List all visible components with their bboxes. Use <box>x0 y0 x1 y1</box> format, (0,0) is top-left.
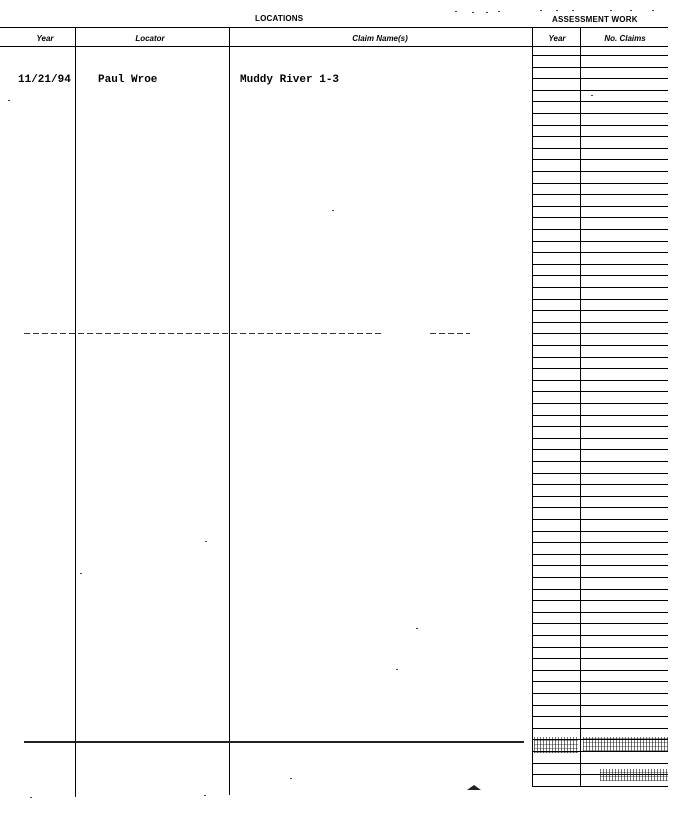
assessment-row-rule <box>532 183 668 184</box>
assessment-work-section-title: ASSESSMENT WORK <box>552 15 638 24</box>
assessment-row-rule <box>532 623 668 624</box>
scan-speck <box>455 11 457 12</box>
assessment-row-rule <box>532 333 668 334</box>
scan-speck <box>290 778 292 779</box>
assessment-row-rule <box>532 438 668 439</box>
scan-speck <box>416 628 418 629</box>
scan-speck <box>205 541 207 542</box>
scan-speck <box>396 669 398 670</box>
column-divider-year-locator <box>75 27 76 797</box>
assessment-row-rule <box>532 159 668 160</box>
assessment-row-rule <box>532 322 668 323</box>
assessment-row-rule <box>532 705 668 706</box>
table-top-rule <box>0 27 668 28</box>
scan-speck <box>630 10 632 11</box>
header-bottom-rule <box>0 46 668 47</box>
column-divider-claims-assessment <box>532 27 533 787</box>
assessment-row-rule <box>532 415 668 416</box>
assessment-row-rule <box>532 171 668 172</box>
assessment-row-rule <box>532 101 668 102</box>
assessment-row-rule <box>532 600 668 601</box>
assessment-row-rule <box>532 786 668 787</box>
assessment-row-rule <box>532 612 668 613</box>
scan-speck <box>591 95 593 96</box>
entry-date: 11/21/94 <box>18 74 71 86</box>
assessment-row-rule <box>532 217 668 218</box>
scan-speck <box>572 10 574 11</box>
assessment-row-rule <box>532 136 668 137</box>
lower-rule <box>24 741 524 743</box>
scan-speck <box>652 10 654 11</box>
column-header-claim-names: Claim Name(s) <box>352 34 408 43</box>
scan-speck <box>486 12 488 13</box>
scan-speck <box>332 210 334 211</box>
assessment-row-rule <box>532 728 668 729</box>
scan-noise <box>600 769 668 781</box>
assessment-row-rule <box>532 496 668 497</box>
locations-section-title: LOCATIONS <box>255 14 304 23</box>
scan-speck <box>610 10 612 11</box>
assessment-row-rule <box>532 449 668 450</box>
caret-mark <box>467 785 481 790</box>
assessment-row-rule <box>532 241 668 242</box>
entry-claim-name: Muddy River 1-3 <box>240 74 340 86</box>
assessment-row-rule <box>532 357 668 358</box>
assessment-row-rule <box>532 670 668 671</box>
assessment-row-rule <box>532 693 668 694</box>
assessment-row-rule <box>532 681 668 682</box>
assessment-row-rule <box>532 299 668 300</box>
column-header-locator: Locator <box>135 34 165 43</box>
assessment-row-rule <box>532 507 668 508</box>
assessment-row-rule <box>532 763 668 764</box>
assessment-row-rule <box>532 565 668 566</box>
column-header-assessment-year: Year <box>548 34 566 43</box>
assessment-row-rule <box>532 635 668 636</box>
assessment-row-rule <box>532 391 668 392</box>
assessment-row-rule <box>532 484 668 485</box>
assessment-row-rule <box>532 90 668 91</box>
assessment-row-rule <box>532 473 668 474</box>
faint-dashed-line <box>24 333 384 334</box>
scan-speck <box>472 12 474 13</box>
assessment-row-rule <box>532 55 668 56</box>
assessment-row-rule <box>532 519 668 520</box>
scan-speck <box>30 797 32 798</box>
assessment-row-rule <box>532 368 668 369</box>
entry-locator: Paul Wroe <box>98 74 158 86</box>
assessment-row-rule <box>532 194 668 195</box>
column-divider-locator-claims <box>229 27 230 795</box>
scan-noise <box>583 737 668 751</box>
assessment-row-rule <box>532 647 668 648</box>
scan-noise <box>534 737 578 753</box>
assessment-row-rule <box>532 461 668 462</box>
assessment-row-rule <box>532 148 668 149</box>
assessment-row-rule <box>532 658 668 659</box>
scan-speck <box>498 11 500 12</box>
assessment-row-rule <box>532 554 668 555</box>
assessment-row-rule <box>532 426 668 427</box>
assessment-row-rule <box>532 78 668 79</box>
assessment-row-rule <box>532 264 668 265</box>
assessment-row-rule <box>532 206 668 207</box>
assessment-row-rule <box>532 542 668 543</box>
scan-speck <box>204 795 206 796</box>
column-divider-assessment-year-claims <box>580 27 581 787</box>
assessment-row-rule <box>532 125 668 126</box>
assessment-row-rule <box>532 380 668 381</box>
assessment-row-rule <box>532 310 668 311</box>
assessment-row-rule <box>532 531 668 532</box>
scan-speck <box>8 100 10 101</box>
assessment-row-rule <box>532 403 668 404</box>
assessment-row-rule <box>532 113 668 114</box>
faint-dashed-line <box>430 333 470 334</box>
assessment-row-rule <box>532 67 668 68</box>
assessment-row-rule <box>532 716 668 717</box>
assessment-row-rule <box>532 275 668 276</box>
assessment-row-rule <box>532 252 668 253</box>
column-header-no-claims: No. Claims <box>604 34 646 43</box>
assessment-row-rule <box>532 229 668 230</box>
scan-speck <box>540 10 542 11</box>
column-header-year: Year <box>36 34 54 43</box>
scan-speck <box>556 10 558 11</box>
assessment-row-rule <box>532 287 668 288</box>
assessment-row-rule <box>532 577 668 578</box>
scan-speck <box>80 573 82 574</box>
assessment-row-rule <box>532 345 668 346</box>
assessment-row-rule <box>532 589 668 590</box>
